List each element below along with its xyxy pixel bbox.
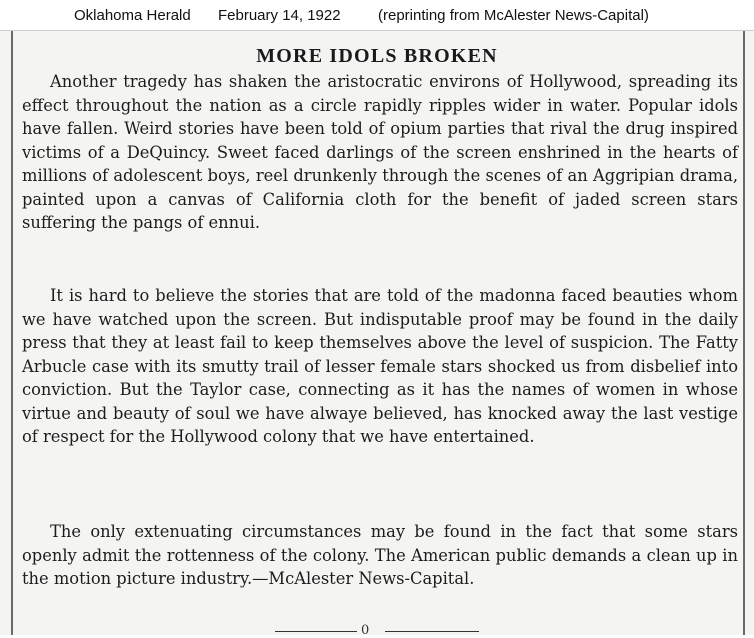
article-headline: MORE IDOLS BROKEN <box>256 45 498 67</box>
reprint-note: (reprinting from McAlester News-Capital) <box>378 7 649 24</box>
divider-line-right <box>385 631 479 632</box>
article-paragraph-2: It is hard to believe the stories that are told of the madonna faced beauties whom we have watched upon the screen. But indisputable proof may be found in the daily press that they at least fail to keep themselves above the level of suspicion. The Fatty Arbucle case with its smutty trail of lesser female stars shocked us from disbelief into conviction. But the Taylor case, connecting as it has the names of women in whose virtue and beauty of soul we have alwaye believed, has knocked away the last vestige of respect for the Hollywood colony that we have entertained. <box>22 286 738 446</box>
newspaper-clipping <box>0 30 754 638</box>
divider-line-left <box>275 631 357 632</box>
article-paragraph-3: The only extenuating circumstances may be found in the fact that some stars openly admit the rottenness of the colony. The American public demands a clean up in the motion picture industry.—McAlester News-Capital. <box>22 522 738 588</box>
divider-mark: 0 <box>361 623 370 638</box>
article-paragraph-1: Another tragedy has shaken the aristocratic environs of Hollywood, spreading its effect throughout the nation as a circle rapidly ripples wider in water. Popular idols have fallen. Weird stories have been told of opium parties that rival the drug inspired victims of a DeQuincy. Sweet faced darlings of the screen enshrined in the hearts of millions of adolescent boys, reel drunkenly through the scenes of an Aggripian drama, painted upon a canvas of California cloth for the benefit of jaded screen stars suffering the pangs of ennui. <box>22 72 738 232</box>
publication-name: Oklahoma Herald <box>74 7 191 24</box>
footer-divider <box>275 625 479 637</box>
column-rule-right <box>743 31 745 635</box>
column-rule-left <box>11 31 13 635</box>
publication-date: February 14, 1922 <box>218 7 341 24</box>
clipping-caption <box>0 4 754 30</box>
